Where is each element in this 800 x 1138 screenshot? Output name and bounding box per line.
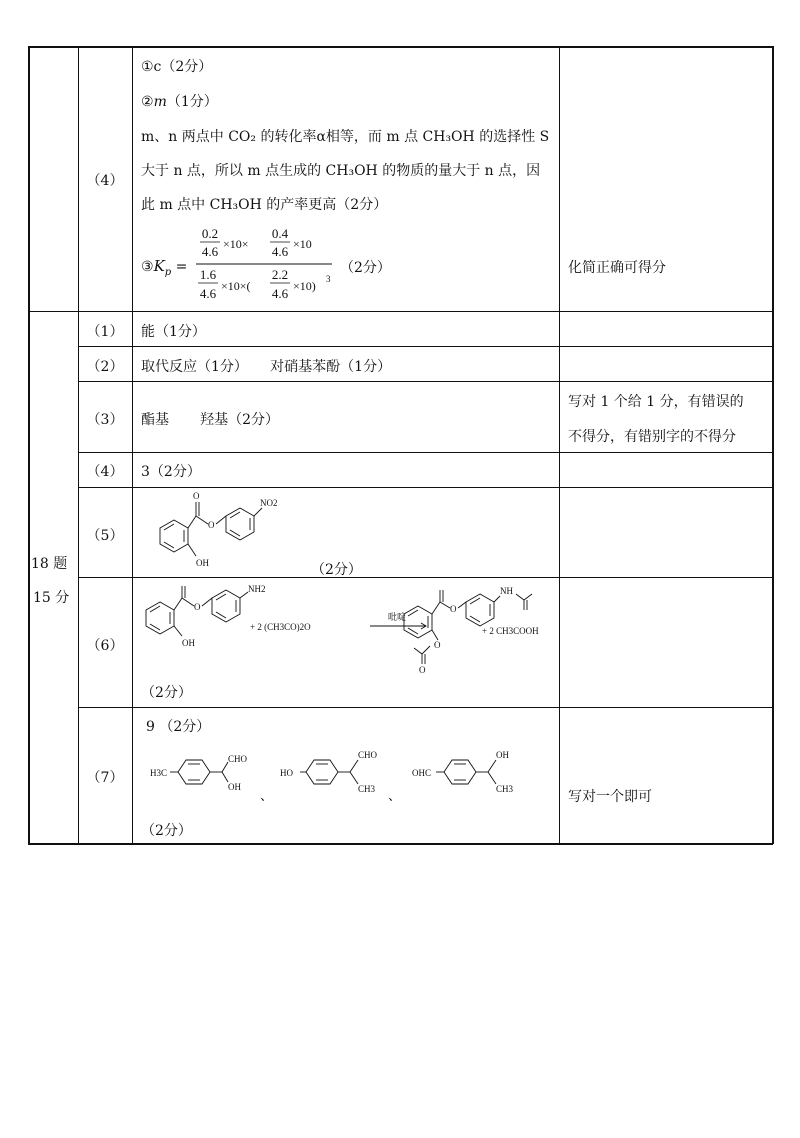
- den-a-top: 1.6: [199, 267, 217, 282]
- catalyst: 吡啶: [388, 612, 407, 622]
- q18-row5-label: （5）: [86, 528, 124, 544]
- col-divider-2: [132, 46, 133, 844]
- den-exponent: 3: [326, 274, 331, 284]
- reaction-scheme: [138, 580, 558, 680]
- q18-row4-answer: 3（2分）: [141, 464, 201, 480]
- label-oh-1: OH: [228, 782, 241, 792]
- label-o: O: [194, 602, 201, 612]
- sep-2: 、: [388, 788, 402, 802]
- num-a-bot: 4.6: [201, 244, 219, 259]
- den-b-bot: 4.6: [271, 286, 289, 301]
- table-border-top: [28, 46, 773, 48]
- q18-title-line-1: 18 题: [31, 556, 68, 572]
- kp-symbol: K: [153, 257, 165, 275]
- q18-row3-remark-1: 写对 1 个给 1 分，有错误的: [568, 394, 744, 410]
- q18-row5-score: （2分）: [311, 562, 362, 578]
- label-ohc: OHC: [412, 768, 432, 778]
- label-cho-2: CHO: [358, 750, 378, 760]
- point-m: m: [153, 94, 167, 110]
- label-no2: NO2: [260, 498, 278, 508]
- num-tail: ×10: [293, 237, 312, 251]
- label-oh-3: OH: [496, 750, 509, 760]
- q18-row3-label: （3）: [86, 412, 124, 428]
- q17-answer-2: [141, 91, 218, 111]
- den-a-bot: 4.6: [199, 286, 217, 301]
- row-divider: [78, 707, 773, 708]
- q17-explanation-line-3: 此 m 点中 CH₃OH 的产率更高（2分）: [141, 197, 388, 213]
- num-mid: ×10×: [223, 237, 249, 251]
- label-o-carbonyl: O: [193, 491, 200, 501]
- row-divider: [78, 577, 773, 578]
- q18-row1-label: （1）: [86, 324, 124, 340]
- product-tail: + 2 CH3COOH: [482, 626, 539, 636]
- q18-row7-label: （7）: [86, 770, 124, 786]
- circle-number: ②: [141, 94, 154, 110]
- q18-row2-label: （2）: [86, 359, 124, 375]
- q18-row6-label: （6）: [86, 638, 124, 654]
- kp-fraction: [196, 224, 336, 306]
- q18-row3-answer: 酯基 羟基（2分）: [141, 412, 280, 428]
- label-o-acetoxy: O: [434, 640, 441, 650]
- label-cho-1: CHO: [228, 754, 248, 764]
- section-divider: [28, 311, 773, 312]
- q17-remark: 化简正确可得分: [568, 260, 666, 276]
- label-h3c: H3C: [150, 768, 168, 778]
- row-divider: [78, 452, 773, 453]
- q18-row3-remark-2: 不得分，有错别字的不得分: [568, 429, 736, 445]
- label-o-ester: O: [208, 520, 215, 530]
- kp-prefix: [141, 257, 187, 278]
- table-border-left: [28, 46, 30, 844]
- q17-part4-label: （4）: [86, 173, 124, 189]
- label-oh: OH: [182, 638, 195, 648]
- q17-answer-1: ①c（2分）: [141, 59, 213, 75]
- q18-row4-label: （4）: [86, 464, 124, 480]
- reagent: + 2 (CH3CO)2O: [250, 622, 311, 632]
- den-tail: ×10): [293, 279, 316, 293]
- kp-score: （2分）: [340, 260, 391, 276]
- sep-1: 、: [260, 788, 274, 802]
- q17-explanation-line-2: 大于 n 点，所以 m 点生成的 CH₃OH 的物质的量大于 n 点，因: [141, 163, 541, 179]
- table-border-bottom: [28, 843, 773, 845]
- q18-title-line-2: 15 分: [33, 590, 70, 606]
- label-o-ester: O: [450, 604, 457, 614]
- isomer-structures: [140, 742, 550, 802]
- num-a-top: 0.2: [201, 226, 219, 241]
- col-divider-3: [559, 46, 560, 844]
- den-b-top: 2.2: [271, 267, 289, 282]
- label-ch3-3: CH3: [496, 784, 514, 794]
- circle-number: ③: [141, 259, 154, 275]
- label-nh: NH: [500, 586, 513, 596]
- label-ch3-2: CH3: [358, 784, 376, 794]
- table-border-right: [772, 46, 774, 844]
- num-b-bot: 4.6: [271, 244, 289, 259]
- label-o-carbonyl: O: [419, 665, 426, 675]
- q17-explanation-line-1: m、n 两点中 CO₂ 的转化率α相等，而 m 点 CH₃OH 的选择性 S: [141, 129, 550, 145]
- q18-row6-score: （2分）: [141, 685, 192, 701]
- den-mid: ×10×(: [221, 279, 251, 293]
- label-oh: OH: [196, 558, 209, 568]
- structure-4-nitrophenyl-salicylate: [138, 488, 338, 574]
- kp-subscript: p: [164, 266, 172, 278]
- kp-equals: =: [175, 259, 188, 275]
- q18-row2-answer: 取代反应（1分） 对硝基苯酚（1分）: [141, 359, 392, 375]
- row-divider: [78, 381, 773, 382]
- q18-row7-answer: 9 （2分）: [146, 719, 211, 735]
- label-nh2: NH2: [248, 584, 266, 594]
- score: （1分）: [166, 94, 218, 110]
- q18-row7-remark: 写对一个即可: [568, 789, 652, 805]
- col-divider-1: [78, 46, 79, 844]
- q18-row7-score: （2分）: [141, 823, 192, 839]
- row-divider: [78, 346, 773, 347]
- label-ho: HO: [280, 768, 293, 778]
- q18-row1-answer: 能（1分）: [141, 324, 206, 340]
- num-b-top: 0.4: [271, 226, 289, 241]
